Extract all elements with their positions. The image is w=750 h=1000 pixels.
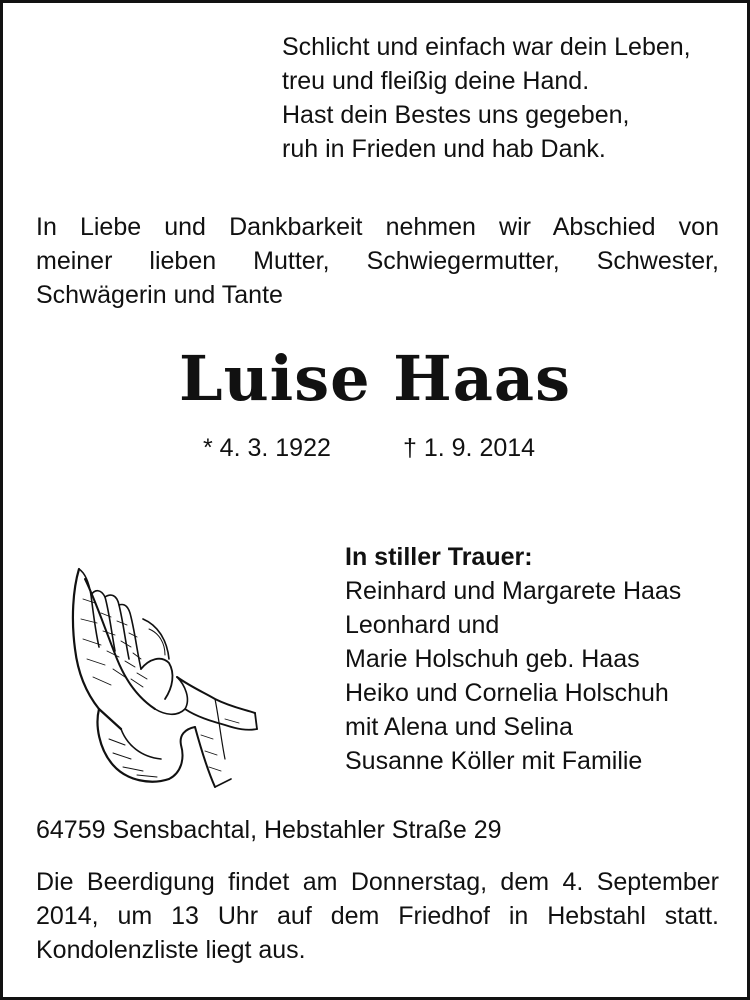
mourner-line: Marie Holschuh geb. Haas: [345, 645, 640, 673]
intro-line: meiner lieben Mutter, Schwiegermutter, Schwester,: [36, 247, 719, 275]
funeral-info: [36, 865, 719, 967]
mourner-line: Leonhard und: [345, 611, 500, 639]
mourner-line: Reinhard und Margarete Haas: [345, 577, 682, 605]
poem-line: Hast dein Bestes uns gegeben,: [282, 101, 630, 129]
funeral-line: 2014, um 13 Uhr auf dem Friedhof in Hebstahl statt.: [36, 902, 719, 930]
intro-line: Schwägerin und Tante: [36, 281, 283, 309]
intro-line: In Liebe und Dankbarkeit nehmen wir Abschied von: [36, 213, 719, 241]
poem-line: treu und fleißig deine Hand.: [282, 67, 590, 95]
mourner-line: mit Alena und Selina: [345, 713, 573, 741]
poem-line: ruh in Frieden und hab Dank.: [282, 135, 606, 163]
mourner-line: Heiko und Cornelia Holschuh: [345, 679, 669, 707]
farewell-intro: [36, 210, 719, 312]
deceased-name: Luise Haas: [179, 342, 571, 415]
family-address: 64759 Sensbachtal, Hebstahler Straße 29: [36, 816, 502, 844]
birth-date: * 4. 3. 1922: [203, 434, 331, 462]
funeral-line: Kondolenzliste liegt aus.: [36, 936, 306, 964]
death-date: † 1. 9. 2014: [403, 434, 536, 462]
mourner-line: Susanne Köller mit Familie: [345, 747, 643, 775]
praying-hands-icon: [65, 559, 261, 791]
memorial-poem: [282, 30, 691, 166]
funeral-line: Die Beerdigung findet am Donnerstag, dem 4. September: [36, 868, 719, 896]
mourners-list: [345, 540, 681, 778]
mourners-heading: In stiller Trauer:: [345, 543, 533, 571]
poem-line: Schlicht und einfach war dein Leben,: [282, 33, 691, 61]
